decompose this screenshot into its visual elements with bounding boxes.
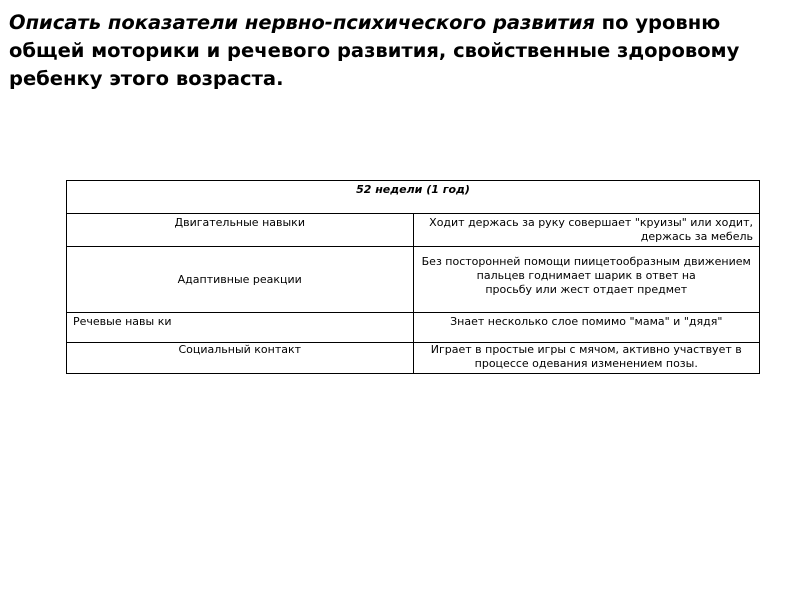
row-desc-line: просьбу или жест отдает предмет (485, 283, 688, 296)
development-table (66, 180, 760, 374)
row-desc-speech (413, 313, 760, 343)
row-label-social: Социальный контакт (67, 343, 414, 374)
row-desc-line: Играет в простые игры с мячом, активно участвует в процессе одевания изменением позы. (430, 343, 742, 370)
row-label-motor: Двигательные навыки (67, 214, 414, 247)
row-desc-adaptive (413, 247, 760, 313)
row-desc-motor (413, 214, 760, 247)
row-desc-line: Без посторонней помощи пиицетообразным движением пальцев годнимает шарик в ответ на (421, 255, 751, 282)
table-row (67, 247, 760, 313)
row-label-adaptive: Адаптивные реакции (67, 247, 414, 313)
table-row (67, 313, 760, 343)
row-desc-line: Ходит держась за руку совершает "круизы" или ходит, держась за мебель (429, 216, 753, 243)
slide-title-rest: по уровню общей моторики и речевого развития, свойственные здоровому ребенку этого возраста. (9, 11, 740, 90)
slide-title-italic: Описать показатели нервно-психического развития (9, 11, 595, 34)
slide-title (9, 9, 779, 93)
table-row (67, 214, 760, 247)
row-label-speech: Речевые навы ки (67, 313, 414, 343)
table-header-row (67, 181, 760, 214)
row-desc-social (413, 343, 760, 374)
row-desc-line: Знает несколько слое помимо "мама" и "дядя" (450, 315, 723, 328)
table-row (67, 343, 760, 374)
table-header-cell: 52 недели (1 год) (67, 181, 760, 214)
